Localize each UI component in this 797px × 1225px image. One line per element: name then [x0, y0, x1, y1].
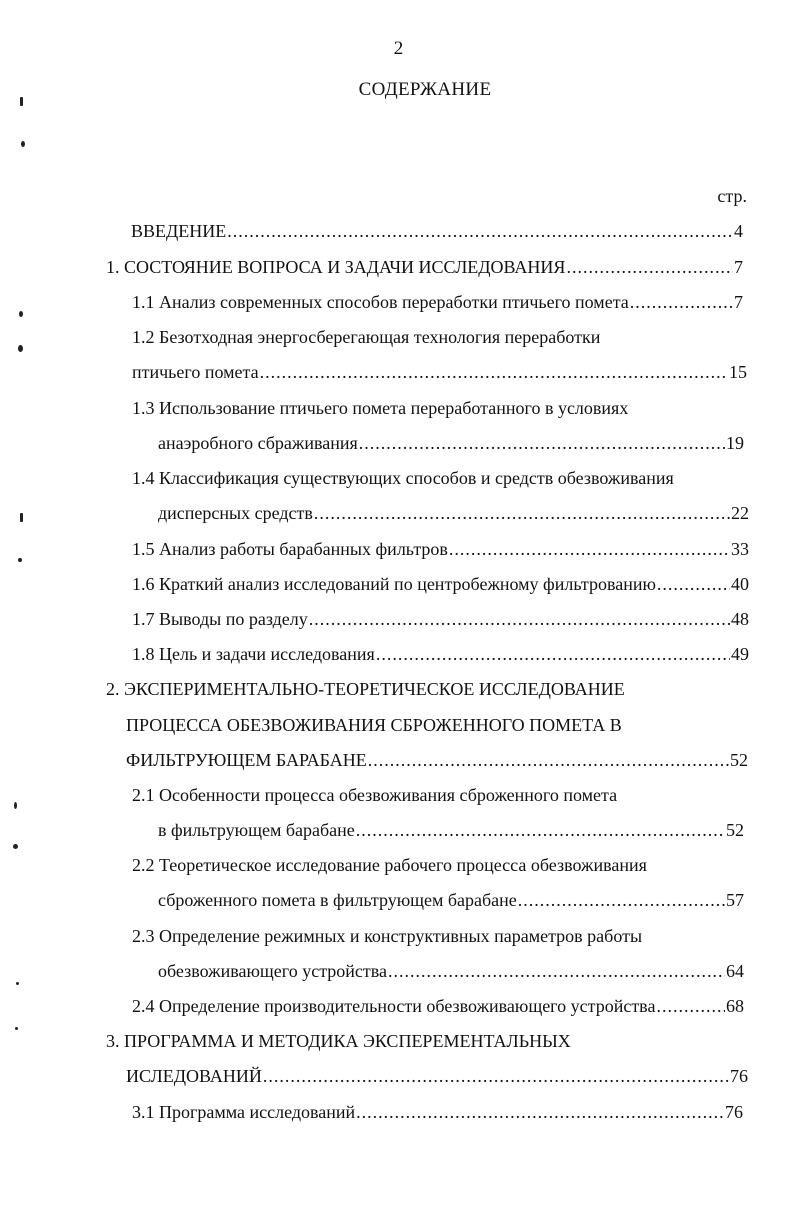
- toc-entry: 1.6 Краткий анализ исследований по центробежному фильтрованию ..... 40: [132, 572, 749, 596]
- scan-mark: [20, 97, 23, 106]
- toc-entry-line2: ПРОЦЕССА ОБЕЗВОЖИВАНИЯ СБРОЖЕННОГО ПОМЕТА В: [126, 715, 622, 735]
- toc-entry: 3.1 Программа исследований ..... 76: [132, 1100, 743, 1124]
- toc-entry-line1: 1.3 Использование птичьего помета переработанного в условиях: [132, 398, 629, 418]
- scan-mark: [18, 345, 23, 352]
- toc-entry: ИСЛЕДОВАНИЙ ..... 76: [126, 1064, 748, 1088]
- toc-entry: сброженного помета в фильтрующем барабане ..... 57: [158, 888, 744, 912]
- toc-entry-line1: 1.2 Безотходная энергосберегающая технология переработки: [132, 327, 601, 347]
- scan-mark: [20, 513, 23, 522]
- scan-mark: [15, 1027, 18, 1030]
- toc-entry: дисперсных средств ..... 22: [158, 501, 749, 525]
- scan-mark: [16, 982, 19, 985]
- toc-entry: 1.5 Анализ работы барабанных фильтров ..... 33: [132, 537, 749, 561]
- toc-entry: 1.1 Анализ современных способов переработки птичьего помета ..... 7: [132, 290, 743, 314]
- toc-entry-line1: 2. ЭКСПЕРИМЕНТАЛЬНО-ТЕОРЕТИЧЕСКОЕ ИССЛЕДОВАНИЕ: [106, 679, 625, 699]
- toc-entry: обезвоживающего устройства ..... 64: [158, 959, 744, 983]
- toc-entry: в фильтрующем барабане ..... 52: [158, 818, 744, 842]
- toc-entry: ВВЕДЕНИЕ ..... 4: [131, 219, 743, 243]
- toc-entry: птичьего помета ..... 15: [132, 360, 747, 384]
- toc-entry-line1: 2.2 Теоретическое исследование рабочего процесса обезвоживания: [132, 855, 647, 875]
- toc-entry-line1: 1.4 Классификация существующих способов и средств обезвоживания: [132, 468, 674, 488]
- toc-entry-line1: 2.1 Особенности процесса обезвоживания сброженного помета: [132, 785, 618, 805]
- toc-entry-line1: 2.3 Определение режимных и конструктивных параметров работы: [132, 926, 643, 946]
- toc-entry: анаэробного сбраживания ..... 19: [158, 431, 744, 455]
- toc-entry: 1. СОСТОЯНИЕ ВОПРОСА И ЗАДАЧИ ИССЛЕДОВАНИЯ ..... 7: [106, 255, 743, 279]
- scan-mark: [14, 802, 17, 809]
- toc-entry: 2.4 Определение производительности обезвоживающего устройства ..... 68: [132, 994, 744, 1018]
- scan-mark: [19, 311, 23, 317]
- scan-mark: [21, 141, 25, 147]
- page-title: СОДЕРЖАНИЕ: [358, 79, 492, 100]
- page-number: 2: [393, 38, 404, 59]
- page-column-label: стр.: [717, 186, 747, 206]
- toc-entry: ФИЛЬТРУЮЩЕМ БАРАБАНЕ ..... 52: [126, 748, 748, 772]
- scan-mark: [18, 558, 22, 562]
- toc-entry: 1.8 Цель и задачи исследования ..... 49: [132, 642, 749, 666]
- toc-entry: 1.7 Выводы по разделу ..... 48: [132, 607, 749, 631]
- scan-mark: [13, 844, 18, 849]
- toc-entry-line1: 3. ПРОГРАММА И МЕТОДИКА ЭКСПЕРЕМЕНТАЛЬНЫХ: [106, 1031, 571, 1051]
